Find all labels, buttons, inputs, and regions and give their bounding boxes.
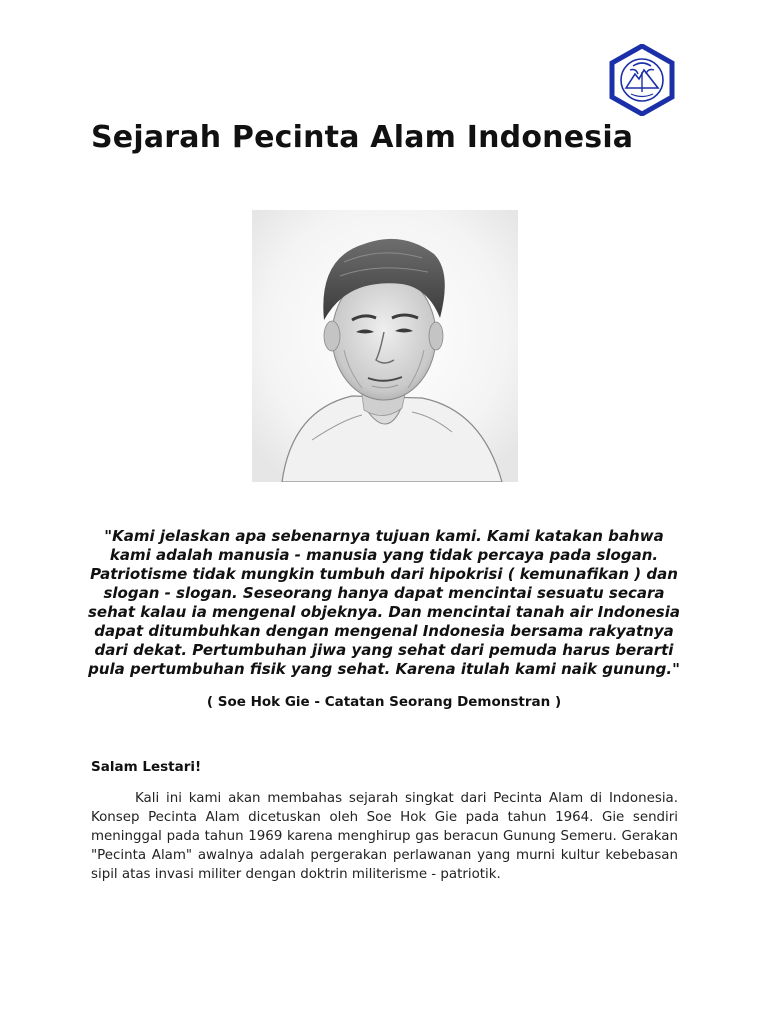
mountain-emblem-icon — [606, 44, 678, 116]
body-paragraph: Kali ini kami akan membahas sejarah singkat dari Pecinta Alam di Indonesia. Konsep Pecinta Alam dicetuskan oleh Soe Hok Gie pada tahun 1964. Gie sendiri meninggal pada tahun 1969 karena menghirup gas beracun Gunung Semeru. Gerakan "Pecinta Alam" awalnya adalah pergerakan perlawanan yang murni kultur kebebasan sipil atas invasi militer dengan doktrin militerisme - patriotik. — [91, 791, 678, 882]
greeting-heading: Salam Lestari! — [91, 759, 202, 775]
pencil-sketch-portrait — [252, 210, 518, 482]
quote-text: "Kami jelaskan apa sebenarnya tujuan kami. Kami katakan bahwa kami adalah manusia - manusia yang tidak percaya pada slogan. Patriotisme tidak mungkin tumbuh dari hipokrisi ( kemunafikan ) dan slogan - slogan. Seseorang hanya dapat mencintai sesuatu secara sehat kalau ia mengenal objeknya. Dan mencintai tanah air Indonesia dapat ditumbuhkan dengan mengenal Indonesia bersama rakyatnya dari dekat. Pertumbuhan jiwa yang sehat dari pemuda harus berarti pula pertumbuhan fisik yang sehat. Karena itulah kami naik gunung." — [88, 527, 680, 678]
page-title: Sejarah Pecinta Alam Indonesia — [91, 120, 634, 155]
portrait-image — [252, 210, 518, 482]
quote-citation: ( Soe Hok Gie - Catatan Seorang Demonstran ) — [206, 694, 562, 710]
organization-logo — [606, 44, 678, 116]
